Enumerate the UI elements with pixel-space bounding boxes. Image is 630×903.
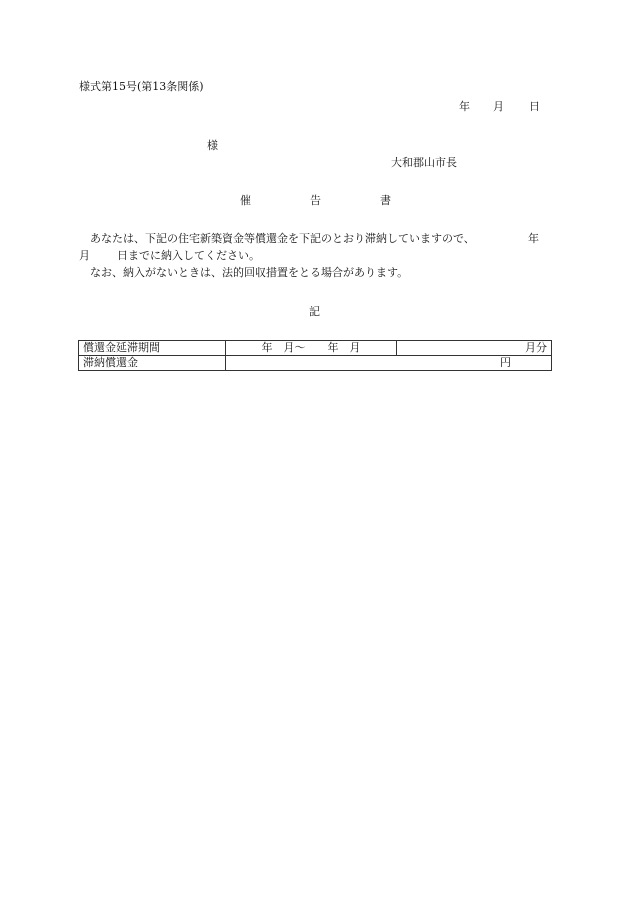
document-title-char-2: 告 (310, 194, 321, 207)
body-line-1: あなたは、下記の住宅新築資金等償還金を下記のとおり滞納していますので、 (90, 232, 475, 245)
table-row (79, 356, 552, 371)
arrears-table (78, 340, 552, 371)
table-cell-label: 償還金延滞期間 (79, 341, 226, 356)
table-cell-period: 年 月〜 年 月 (226, 341, 397, 356)
ki-heading: 記 (309, 305, 320, 318)
body-deadline-month: 月 (79, 249, 90, 262)
issuer-name: 大和郡山市長 (391, 156, 457, 169)
date-month-label: 月 (493, 100, 504, 113)
body-deadline-year: 年 (528, 232, 539, 245)
table-cell-amount: 円 (226, 356, 552, 371)
document-title-char-3: 書 (380, 194, 391, 207)
date-day-label: 日 (529, 100, 540, 113)
table-row (79, 341, 552, 356)
table-cell-months: 月分 (397, 341, 552, 356)
addressee-honorific: 様 (207, 139, 218, 152)
body-line-2: 日までに納入してください。 (117, 249, 260, 262)
document-title-char-1: 催 (240, 194, 251, 207)
date-year-label: 年 (459, 100, 470, 113)
body-line-3: なお、納入がないときは、法的回収措置をとる場合があります。 (90, 266, 409, 279)
form-number: 様式第15号(第13条関係) (79, 80, 204, 93)
table-cell-label: 滞納償還金 (79, 356, 226, 371)
